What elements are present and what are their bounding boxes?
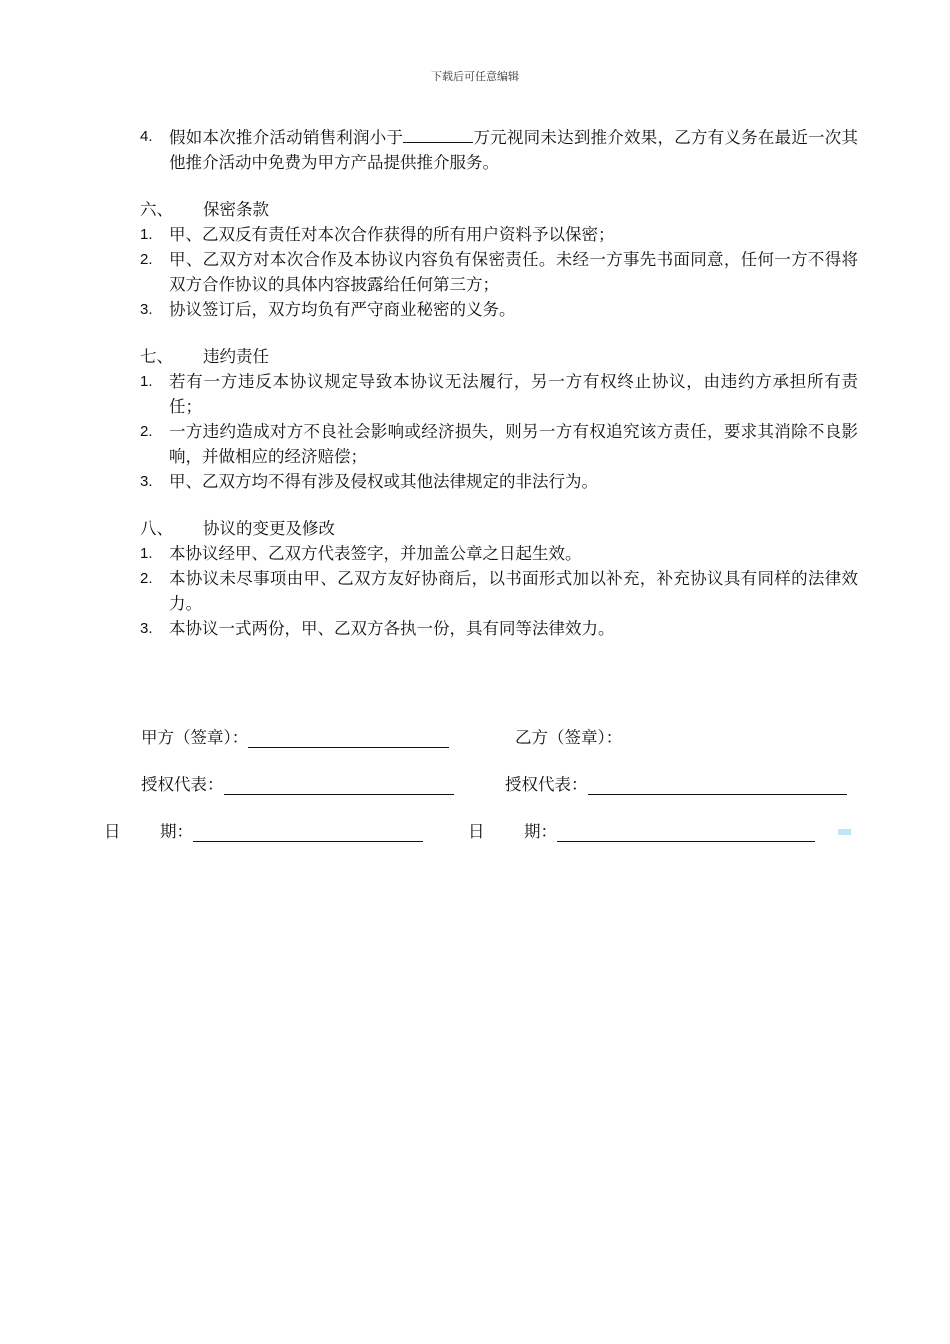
date-a-row <box>104 818 423 842</box>
item-number: 1. <box>140 226 153 243</box>
rep-a-label: 授权代表： <box>141 775 224 794</box>
list-item <box>140 469 858 494</box>
highlight-mark <box>838 829 851 835</box>
item-text: 甲、乙双方对本次合作及本协议内容负有保密责任。未经一方事先书面同意，任何一方不得将双方合作协议的具体内容披露给任何第三方； <box>169 250 858 294</box>
item-number: 3. <box>140 473 153 490</box>
date-b-char-1: 日 <box>468 822 485 841</box>
section-liability <box>140 344 858 494</box>
list-item <box>140 566 858 616</box>
item-list <box>140 541 858 641</box>
item-text: 一方违约造成对方不良社会影响或经济损失，则另一方有权追究该方责任，要求其消除不良影响，并做相应的经济赔偿； <box>169 422 858 466</box>
document-body <box>140 124 858 663</box>
item-text: 协议签订后，双方均负有严守商业秘密的义务。 <box>169 300 516 319</box>
party-b-seal-row <box>515 724 622 748</box>
date-b-char-2: 期： <box>524 822 557 841</box>
list-item <box>140 419 858 469</box>
item-text-after: 万元视同未达到推介效果，乙方有义务在最近一次其他推介活动中免费为甲方产品提供推介服务。 <box>169 128 859 172</box>
section-heading <box>140 344 858 369</box>
rep-a-row <box>141 771 454 795</box>
date-b-line[interactable] <box>557 823 815 842</box>
party-a-seal-line[interactable] <box>248 729 449 748</box>
item-text: 甲、乙双方均不得有涉及侵权或其他法律规定的非法行为。 <box>169 472 598 491</box>
item-number: 3. <box>140 301 153 318</box>
amount-blank[interactable] <box>403 124 473 143</box>
party-b-seal-label: 乙方（签章）： <box>515 728 623 747</box>
section-confidentiality <box>140 197 858 322</box>
item-number: 1. <box>140 545 153 562</box>
item-number: 3. <box>140 620 153 637</box>
item-number: 2. <box>140 570 153 587</box>
list-item <box>140 297 858 322</box>
section-heading <box>140 197 858 222</box>
item-list <box>140 369 858 494</box>
section-amendment <box>140 516 858 641</box>
section-number: 八、 <box>140 519 173 538</box>
rep-b-row <box>505 771 847 795</box>
item-text: 甲、乙双反有责任对本次合作获得的所有用户资料予以保密； <box>169 225 615 244</box>
item-number: 1. <box>140 373 153 390</box>
item-number: 4. <box>140 128 153 145</box>
date-a-char-1: 日 <box>104 822 121 841</box>
party-a-seal-label: 甲方（签章）： <box>141 728 249 747</box>
rep-a-line[interactable] <box>224 776 454 795</box>
list-item <box>140 247 858 297</box>
section-title: 违约责任 <box>203 347 269 366</box>
list-item <box>140 616 858 641</box>
item-number: 2. <box>140 423 153 440</box>
date-a-line[interactable] <box>193 823 423 842</box>
party-a-seal-row <box>141 724 449 748</box>
list-item <box>140 124 858 175</box>
list-item <box>140 541 858 566</box>
item-text-before: 假如本次推介活动销售利润小于 <box>169 128 404 147</box>
section-heading <box>140 516 858 541</box>
item-number: 2. <box>140 251 153 268</box>
continued-list <box>140 124 858 175</box>
section-title: 协议的变更及修改 <box>203 519 335 538</box>
list-item <box>140 222 858 247</box>
date-b-row <box>468 818 815 842</box>
rep-b-line[interactable] <box>588 776 847 795</box>
page-header: 下载后可任意编辑 <box>431 70 519 83</box>
section-number: 七、 <box>140 347 173 366</box>
list-item <box>140 369 858 419</box>
item-text: 若有一方违反本协议规定导致本协议无法履行，另一方有权终止协议，由违约方承担所有责任； <box>169 372 858 416</box>
item-text: 本协议一式两份，甲、乙双方各执一份，具有同等法律效力。 <box>169 619 615 638</box>
rep-b-label: 授权代表： <box>505 775 588 794</box>
item-list <box>140 124 858 175</box>
item-text: 本协议经甲、乙双方代表签字，并加盖公章之日起生效。 <box>169 544 582 563</box>
section-title: 保密条款 <box>203 200 269 219</box>
item-list <box>140 222 858 322</box>
date-a-char-2: 期： <box>160 822 193 841</box>
item-text: 本协议未尽事项由甲、乙双方友好协商后，以书面形式加以补充，补充协议具有同样的法律效力。 <box>169 569 858 613</box>
section-number: 六、 <box>140 200 173 219</box>
